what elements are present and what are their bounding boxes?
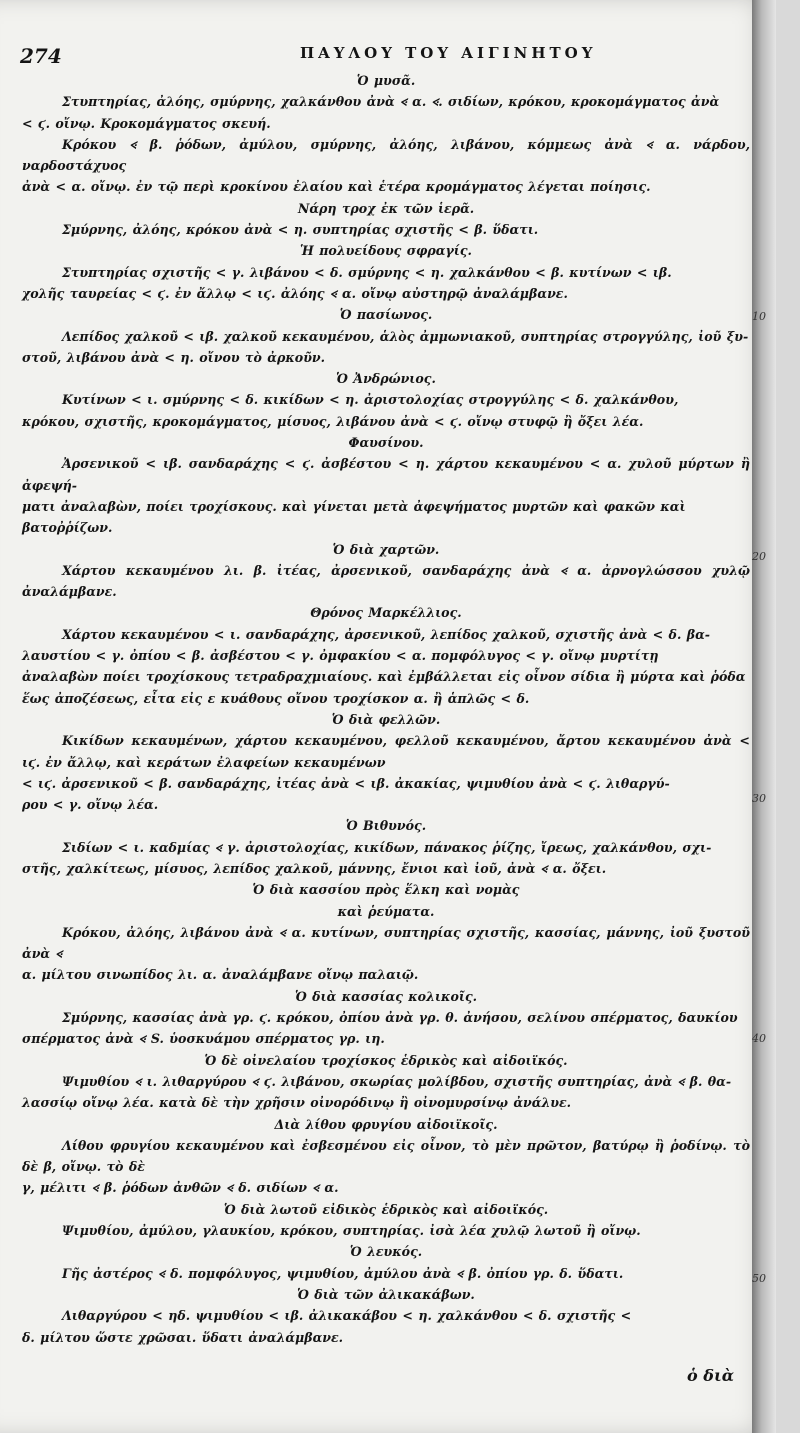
recipe-text-line: < ϛ. οἴνῳ. Κροκομάγματος σκευή.	[22, 115, 271, 131]
recipe-heading: Φαυσίνου.	[348, 435, 424, 451]
recipe-heading: Ἡ πολυείδους σφραγίς.	[300, 243, 472, 259]
recipe-text-line: σπέρματος ἀνὰ 𐅻 S. ὑοσκυάμου σπέρματος γρ. ιη.	[22, 1031, 385, 1047]
recipe-heading: Ὁ διὰ χαρτῶν.	[332, 541, 440, 557]
recipe-text-line: Ἀρσενικοῦ < ιβ. σανδαράχης < ϛ. ἀσβέστου < η. χάρτου κεκαυμένου < α. χυλοῦ μύρτων ἢ ἀφεψή-	[22, 456, 750, 493]
recipe-heading: Ὁ Ἀνδρώνιος.	[336, 371, 436, 387]
margin-line-number: 10	[752, 310, 766, 323]
recipe-text-line: Χάρτου κεκαυμένου λι. β. ἰτέας, ἀρσενικοῦ, σανδαράχης ἀνὰ 𐅻 α. ἀρνογλώσσου χυλῷ ἀναλάμβανε.	[22, 562, 750, 600]
recipe-text-line: δ. μίλτου ὥστε χρῶσαι. ὕδατι ἀναλάμβανε.	[22, 1329, 344, 1345]
recipe-text-line: ρου < γ. οἴνῳ λέα.	[22, 797, 159, 813]
recipe-heading: Διὰ λίθου φρυγίου αἰδοιϊκοῖς.	[274, 1116, 498, 1132]
recipe-heading: Ὁ δὲ οἰνελαίου τροχίσκος ἑδρικὸς καὶ αἰδοιϊκός.	[204, 1052, 568, 1068]
recipe-text-line: στοῦ, λιβάνου ἀνὰ < η. οἴνου τὸ ἀρκοῦν.	[22, 349, 326, 365]
recipe-text-line: Ψιμυθίου 𐅻 ι. λιθαργύρου 𐅻 ϛ. λιβάνου, σκωρίας μολίβδου, σχιστῆς συπτηρίας, ἀνὰ 𐅻 β. θα-	[62, 1073, 732, 1089]
recipe-text-line: Ψιμυθίου, ἀμύλου, γλαυκίου, κρόκου, συπτηρίας. ἰσὰ λέα χυλῷ λωτοῦ ἢ οἴνῳ.	[62, 1223, 641, 1239]
recipe-text-line: ἀναλαβὼν ποίει τροχίσκους τετραδραχμιαίους. καὶ ἐμβάλλεται εἰς οἶνον σίδια ἢ μύρτα καὶ ῥόδα	[22, 669, 746, 685]
margin-line-number: 40	[752, 1032, 766, 1045]
recipe-text-line: Σμύρνης, ἀλόης, κρόκου ἀνὰ < η. συπτηρίας σχιστῆς < β. ὕδατι.	[62, 222, 539, 238]
recipe-text-line: Σιδίων < ι. καδμίας 𐅻 γ. ἀριστολοχίας, κικίδων, πάνακος ῥίζης, ἴρεως, χαλκάνθου, σχι-	[62, 839, 712, 855]
recipe-text-line: ἀνὰ < α. οἴνῳ. ἐν τῷ περὶ κροκίνου ἐλαίου καὶ ἑτέρα κρομάγματος λέγεται ποίησις.	[22, 179, 651, 195]
recipe-heading: Ὁ διὰ τῶν ἀλικακάβων.	[297, 1286, 475, 1302]
recipe-heading: Ὁ Βιθυνός.	[345, 818, 427, 834]
margin-line-number: 20	[752, 550, 766, 563]
recipe-text-line: Λιθαργύρου < ηδ. ψιμυθίου < ιβ. ἀλικακάβου < η. χαλκάνθου < δ. σχιστῆς <	[62, 1308, 632, 1324]
recipe-heading: Θρόνος Μαρκέλλιος.	[310, 605, 462, 621]
recipe-heading: Ὁ διὰ κασσίου πρὸς ἕλκη καὶ νομὰς	[252, 882, 520, 898]
page-edge-shadow	[752, 0, 776, 1433]
recipe-text-line: Κυτίνων < ι. σμύρνης < δ. κικίδων < η. ἀριστολοχίας στρογγύλης < δ. χαλκάνθου,	[62, 392, 679, 408]
recipe-text-line: α. μίλτου σινωπίδος λι. α. ἀναλάμβανε οἴνῳ παλαιῷ.	[22, 967, 419, 983]
recipe-heading: καὶ ῥεύματα.	[337, 903, 435, 919]
recipe-heading: Ὁ διὰ φελλῶν.	[331, 711, 441, 727]
catchword: ὁ διὰ	[687, 1366, 734, 1385]
recipe-heading: Ὁ πασίωνος.	[339, 307, 433, 323]
recipe-text-line: Λίθου φρυγίου κεκαυμένου καὶ ἐσβεσμένου εἰς οἶνον, τὸ μὲν πρῶτον, βατύρῳ ἢ ῥοδίνῳ. τὸ δὲ β, οἴνῳ. τὸ δὲ	[22, 1137, 750, 1175]
recipe-text-line: Κρόκου 𐅻 β. ῥόδων, ἀμύλου, σμύρνης, ἀλόης, λιβάνου, κόμμεως ἀνὰ 𐅻 α. νάρδου, ναρδοστάχυος	[22, 136, 750, 174]
margin-line-number: 50	[752, 1272, 766, 1285]
recipe-text-line: Γῆς ἀστέρος 𐅻 δ. πομφόλυγος, ψιμυθίου, ἀμύλου ἀνὰ 𐅻 β. ὀπίου γρ. δ. ὕδατι.	[62, 1265, 624, 1281]
recipe-text-line: < ιϛ. ἀρσενικοῦ < β. σανδαράχης, ἰτέας ἀνὰ < ιβ. ἀκακίας, ψιμυθίου ἀνὰ < ϛ. λιθαργύ-	[22, 775, 670, 791]
recipe-text-line: στῆς, χαλκίτεως, μίσυος, λεπίδος χαλκοῦ, μάννης, ἔνιοι καὶ ἰοῦ, ἀνὰ 𐅻 α. ὄξει.	[22, 860, 607, 876]
recipe-heading: Ὁ λευκός.	[349, 1244, 423, 1260]
recipe-heading: Ὁ μυσᾶ.	[356, 73, 416, 88]
recipe-text-line: Λεπίδος χαλκοῦ < ιβ. χαλκοῦ κεκαυμένου, ἁλὸς ἀμμωνιακοῦ, συπτηρίας στρογγύλης, ἰοῦ ξυ-	[62, 328, 749, 344]
recipe-text-line: γ, μέλιτι 𐅻 β. ῥόδων ἀνθῶν 𐅻 δ. σιδίων 𐅻 α.	[22, 1180, 339, 1196]
recipe-heading: Ὁ διὰ λωτοῦ εἰδικὸς ἑδρικὸς καὶ αἰδοιϊκός.	[223, 1201, 549, 1217]
recipe-text-line: λαυστίου < γ. ὀπίου < β. ἀσβέστου < γ. ὀμφακίου < α. πομφόλυγος < γ. οἴνῳ μυρτίτῃ	[22, 648, 659, 664]
recipe-text-line: Κικίδων κεκαυμένων, χάρτου κεκαυμένου, φελλοῦ κεκαυμένου, ἄρτου κεκαυμένου ἀνὰ < ιϛ. ἐν ἄλλῳ, καὶ κεράτων ἐλαφείων κεκαυμένων	[22, 733, 750, 770]
recipe-text-line: Στυπτηρίας σχιστῆς < γ. λιβάνου < δ. σμύρνης < η. χαλκάνθου < β. κυτίνων < ιβ.	[62, 264, 672, 280]
text-body	[22, 70, 750, 1348]
recipe-text-line: Χάρτου κεκαυμένου < ι. σανδαράχης, ἀρσενικοῦ, λεπίδος χαλκοῦ, σχιστῆς ἀνὰ < δ. βα-	[62, 626, 710, 642]
recipe-text-line: Στυπτηρίας, ἀλόης, σμύρνης, χαλκάνθου ἀνὰ 𐅻 α. 𐅻. σιδίων, κρόκου, κροκομάγματος ἀνὰ	[62, 94, 720, 110]
recipe-text-line: Σμύρνης, κασσίας ἀνὰ γρ. ϛ. κρόκου, ὀπίου ἀνὰ γρ. θ. ἀνήσου, σελίνου σπέρματος, δαυκίου	[62, 1010, 738, 1026]
recipe-heading: Ὁ διὰ κασσίας κολικοῖς.	[294, 988, 477, 1004]
recipe-heading: Νάρη τροχ ἐκ τῶν ἱερᾶ.	[297, 200, 475, 216]
recipe-text-line: κρόκου, σχιστῆς, κροκομάγματος, μίσυος, λιβάνου ἀνὰ < ϛ. οἴνῳ στυφῷ ἢ ὄξει λέα.	[22, 413, 644, 429]
recipe-text-line: ματι ἀναλαβὼν, ποίει τροχίσκους. καὶ γίνεται μετὰ ἀφεψήματος μυρτῶν καὶ φακῶν καὶ βατοῤῥίζων.	[22, 498, 686, 536]
recipe-text-line: λασσίῳ οἴνῳ λέα. κατὰ δὲ τὴν χρῆσιν οἰνορόδινῳ ἢ οἰνομυρσίνῳ ἀνάλυε.	[22, 1095, 572, 1111]
margin-line-number: 30	[752, 792, 766, 805]
recipe-text-line: Κρόκου, ἀλόης, λιβάνου ἀνὰ 𐅻 α. κυτίνων, συπτηρίας σχιστῆς, κασσίας, μάννης, ἰοῦ ξυστοῦ ἀνὰ 𐅻	[22, 924, 750, 962]
recipe-text-line: χολῆς ταυρείας < ϛ. ἐν ἄλλῳ < ιϛ. ἀλόης 𐅻 α. οἴνῳ αὐστηρῷ ἀναλάμβανε.	[22, 285, 568, 301]
page-number: 274	[20, 44, 62, 68]
recipe-text-line: ἕως ἀποζέσεως, εἶτα εἰς ε κυάθους οἴνου τροχίσκον α. ἢ ἁπλῶς < δ.	[22, 690, 530, 706]
running-head: ΠΑΥΛΟΥ ΤΟΥ ΑΙΓΙΝΗΤΟΥ	[300, 44, 597, 62]
